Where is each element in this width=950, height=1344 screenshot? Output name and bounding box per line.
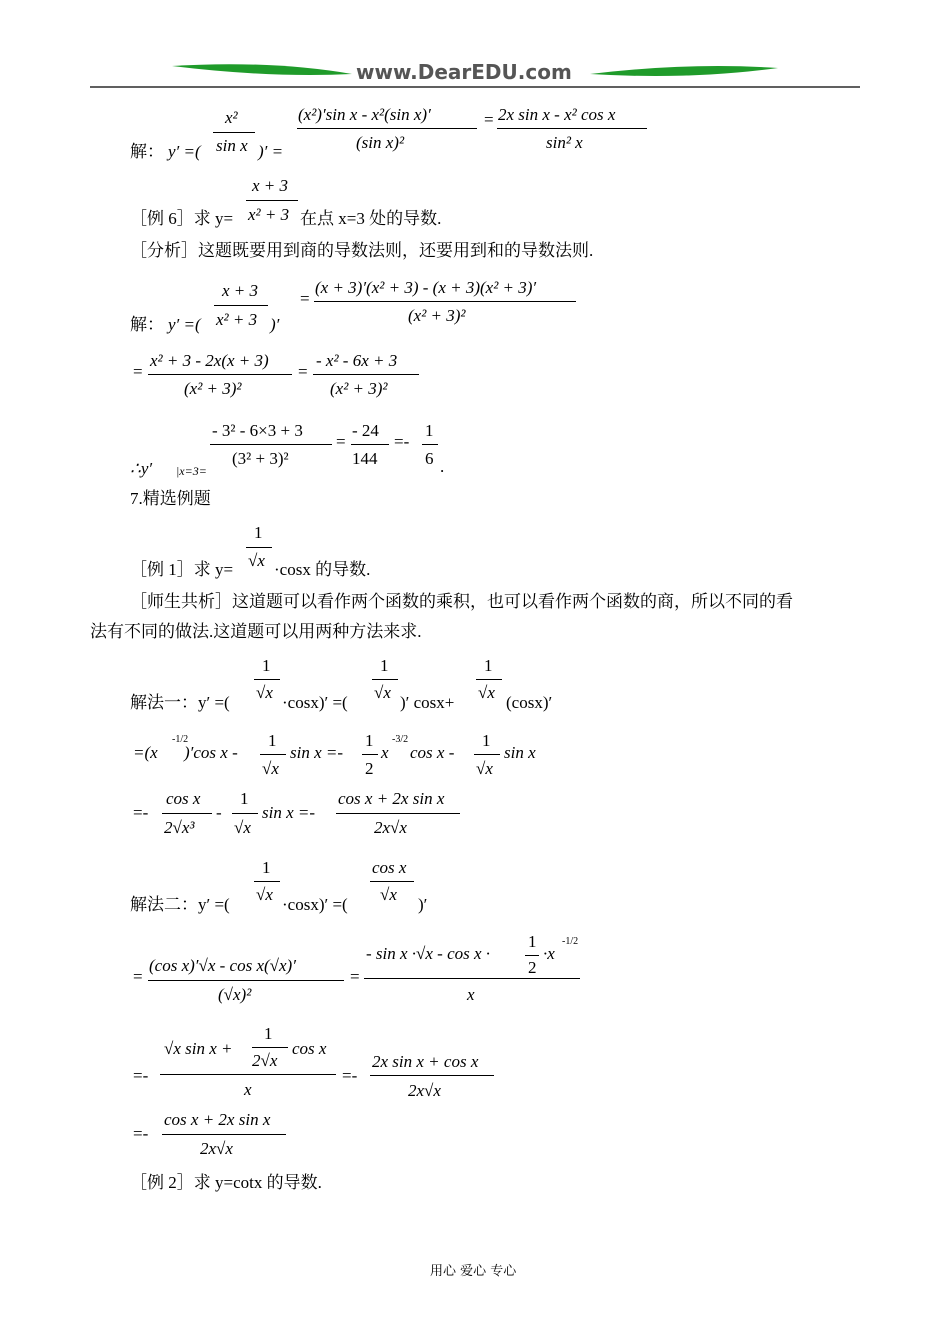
header-banner: [90, 58, 860, 90]
section-heading-7: 7.精选例题: [130, 489, 211, 508]
example-2: ［例 2］求 y=cotx 的导数.: [130, 1173, 322, 1192]
analysis-6: ［分析］这题既要用到商的导数法则，还要用到和的导数法则.: [130, 241, 594, 260]
discussion-line1: ［师生共析］这道题可以看作两个函数的乘积，也可以看作两个函数的商，所以不同的看: [130, 592, 793, 611]
site-logo-text: www.DearEDU.com: [356, 60, 572, 84]
page-footer: 用心 爱心 专心: [430, 1264, 517, 1279]
discussion-line2: 法有不同的做法.这道题可以用两种方法来求.: [90, 622, 422, 641]
